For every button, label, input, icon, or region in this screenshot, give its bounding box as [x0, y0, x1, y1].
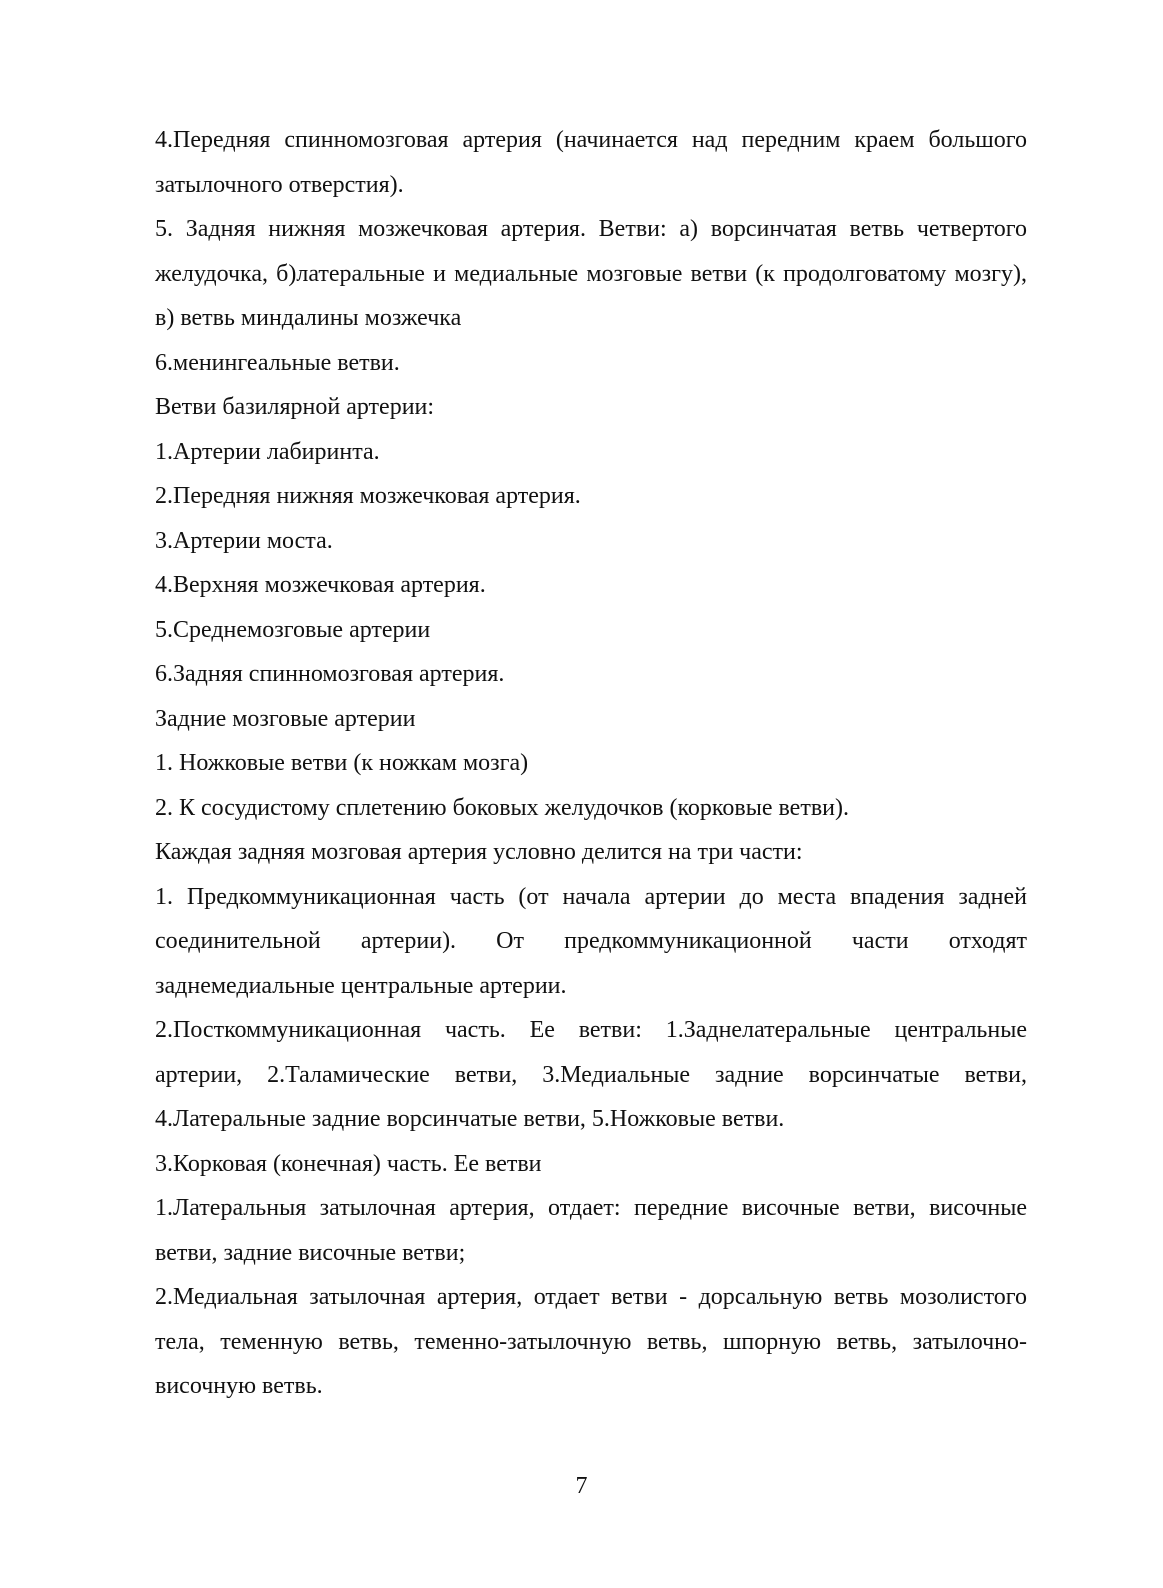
list-item-labyrinth-arteries: 1.Артерии лабиринта.: [155, 438, 380, 465]
paragraph-postcommunicating-part: 2.Посткоммуникационная часть. Ее ветви: 1.Заднелатеральные центральные артерии, 2.Таламические ветви, 3.Медиальные задние ворсинчатые ветви, 4.Латеральные задние ворсинчатые ветви, 5.Ножковые ветви.: [155, 1017, 1027, 1132]
list-item-pontine-arteries: 3.Артерии моста.: [155, 527, 333, 554]
page-number: 7: [575, 1473, 588, 1499]
body-text: [155, 118, 1027, 1409]
paragraph-anterior-spinal-artery: 4.Передняя спинномозговая артерия (начинается над передним краем большого затылочного отверстия).: [155, 127, 1027, 198]
list-item-midbrain-arteries: 5.Среднемозговые артерии: [155, 616, 431, 643]
paragraph-precommunicating-part: 1. Предкоммуникационная часть (от начала артерии до места впадения задней соединительной артерии). От предкоммуникационной части отходят заднемедиальные центральные артерии.: [155, 883, 1027, 999]
paragraph-meningeal-branches: 6.менингеальные ветви.: [155, 349, 400, 376]
paragraph-medial-occipital-artery: 2.Медиальная затылочная артерия, отдает ветви - дорсальную ветвь мозолистого тела, теменную ветвь, теменно-затылочную ветвь, шпорную ветвь, затылочно-височную ветвь.: [155, 1284, 1027, 1399]
paragraph-lateral-occipital-artery: 1.Латеральныя затылочная артерия, отдает: передние височные ветви, височные ветви, задние височные ветви;: [155, 1195, 1027, 1266]
list-item-superior-cerebellar-artery: 4.Верхняя мозжечковая артерия.: [155, 572, 486, 598]
heading-basilar-artery-branches: Ветви базилярной артерии:: [155, 394, 435, 420]
list-item-peduncular-branches: 1. Ножковые ветви (к ножкам мозга): [155, 750, 529, 776]
list-item-anterior-inferior-cerebellar-artery: 2.Передняя нижняя мозжечковая артерия.: [155, 483, 581, 509]
paragraph-posterior-inferior-cerebellar-artery: 5. Задняя нижняя мозжечковая артерия. Ветви: а) ворсинчатая ветвь четвертого желудочка, б)латеральные и медиальные мозговые ветви (к продолговатому мозгу), в) ветвь миндалины мозжечка: [155, 216, 1027, 331]
heading-posterior-cerebral-arteries: Задние мозговые артерии: [155, 705, 416, 732]
list-item-posterior-spinal-artery: 6.Задняя спинномозговая артерия.: [155, 661, 505, 687]
list-item-choroid-plexus: 2. К сосудистому сплетению боковых желудочков (корковые ветви).: [155, 794, 849, 821]
paragraph-three-parts: Каждая задняя мозговая артерия условно делится на три части:: [155, 839, 803, 865]
paragraph-cortical-part: 3.Корковая (конечная) часть. Ее ветви: [155, 1150, 542, 1177]
